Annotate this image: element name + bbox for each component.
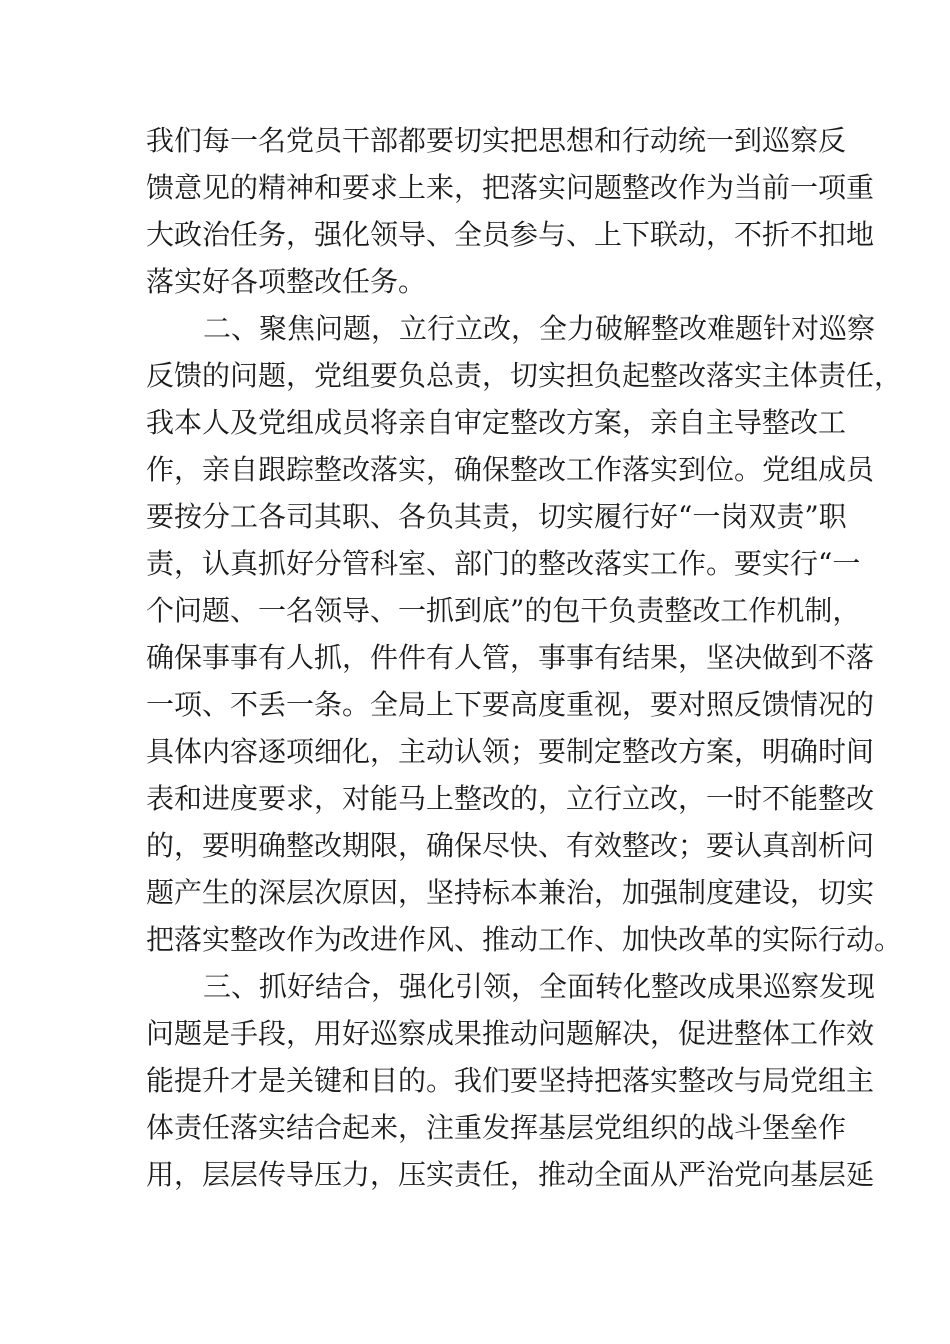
text-line: 能提升才是关键和目的。我们要坚持把落实整改与局党组主 bbox=[146, 1064, 875, 1097]
text-line: 个问题、一名领导、一抓到底”的包干负责整改工作机制， bbox=[146, 594, 861, 627]
text-line: 作，亲自跟踪整改落实，确保整改工作落实到位。党组成员 bbox=[146, 453, 875, 486]
text-line: 问题是手段，用好巡察成果推动问题解决，促进整体工作效 bbox=[146, 1017, 875, 1050]
text-line: 一项、不丢一条。全局上下要高度重视，要对照反馈情况的 bbox=[146, 688, 875, 721]
text-line: 的，要明确整改期限，确保尽快、有效整改；要认真剖析问 bbox=[146, 829, 875, 862]
text-line: 确保事事有人抓，件件有人管，事事有结果，坚决做到不落 bbox=[146, 641, 875, 674]
text-line: 我本人及党组成员将亲自审定整改方案，亲自主导整改工 bbox=[146, 406, 847, 439]
text-line: 用，层层传导压力，压实责任，推动全面从严治党向基层延 bbox=[146, 1158, 875, 1191]
text-line: 把落实整改作为改进作风、推动工作、加快改革的实际行动。 bbox=[146, 923, 903, 956]
body-text bbox=[146, 117, 903, 1198]
text-line: 大政治任务，强化领导、全员参与、上下联动，不折不扣地 bbox=[146, 218, 875, 251]
text-line: 责，认真抓好分管科室、部门的整改落实工作。要实行“一 bbox=[146, 547, 861, 580]
text-line: 具体内容逐项细化，主动认领；要制定整改方案，明确时间 bbox=[146, 735, 875, 768]
text-line: 题产生的深层次原因，坚持标本兼治，加强制度建设，切实 bbox=[146, 876, 875, 909]
text-line: 馈意见的精神和要求上来，把落实问题整改作为当前一项重 bbox=[146, 171, 875, 204]
text-line: 落实好各项整改任务。 bbox=[146, 265, 427, 298]
section-heading-line: 二、聚焦问题，立行立改，全力破解整改难题针对巡察 bbox=[203, 312, 876, 345]
text-line: 反馈的问题，党组要负总责，切实担负起整改落实主体责任， bbox=[146, 359, 903, 392]
text-line: 要按分工各司其职、各负其责，切实履行好“一岗双责”职 bbox=[146, 500, 847, 533]
text-line: 体责任落实结合起来，注重发挥基层党组织的战斗堡垒作 bbox=[146, 1111, 847, 1144]
text-line: 表和进度要求，对能马上整改的，立行立改，一时不能整改 bbox=[146, 782, 875, 815]
section-heading-line: 三、抓好结合，强化引领，全面转化整改成果巡察发现 bbox=[203, 970, 876, 1003]
text-line: 我们每一名党员干部都要切实把思想和行动统一到巡察反 bbox=[146, 124, 847, 157]
